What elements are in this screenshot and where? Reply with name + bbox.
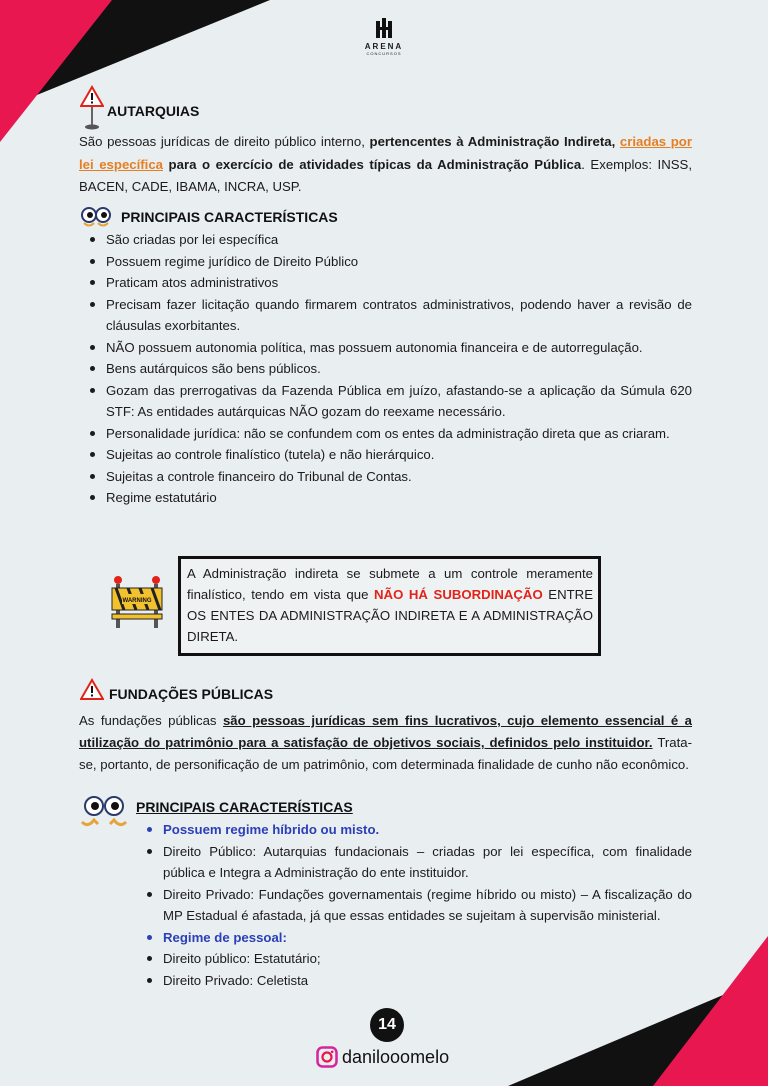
list-item: Direito Privado: Celetista bbox=[143, 970, 692, 992]
alert-sign-icon bbox=[80, 678, 104, 704]
list-item: Precisam fazer licitação quando firmarem contratos administrativos, podendo haver a revisão de cláusulas exorbitantes. bbox=[86, 294, 692, 337]
warning-box: A Administração indireta se submete a um controle meramente finalístico, tendo em vista que NÃO HÁ SUBORDINAÇÃO ENTRE OS ENTES DA ADMINISTRAÇÃO INDIRETA E A ADMINISTRAÇÃO DIRETA. bbox=[178, 556, 601, 656]
list-item: Possuem regime jurídico de Direito Público bbox=[86, 251, 692, 273]
list-item: Gozam das prerrogativas da Fazenda Pública em juízo, afastando-se a aplicação da Súmula 620 STF: As entidades autárquicas NÃO gozam do reexame necessário. bbox=[86, 380, 692, 423]
list-item: Regime de pessoal: bbox=[143, 927, 692, 949]
logo-sub: CONCURSOS bbox=[366, 51, 402, 56]
eyes-icon bbox=[80, 794, 128, 832]
list-item: Direito Público: Autarquias fundacionais – criadas por lei específica, com finalidade pública e Integra a Administração do ente instituidor. bbox=[143, 841, 692, 884]
section1-subtitle: PRINCIPAIS CARACTERÍSTICAS bbox=[121, 209, 338, 225]
list-item: Sujeitas a controle financeiro do Tribunal de Contas. bbox=[86, 466, 692, 488]
top-left-corner-decoration bbox=[0, 0, 270, 150]
section-title-autarquias: AUTARQUIAS bbox=[107, 103, 200, 119]
section-title-fundacoes: FUNDAÇÕES PÚBLICAS bbox=[109, 686, 274, 702]
list-item: NÃO possuem autonomia política, mas possuem autonomia financeira e de autorregulação. bbox=[86, 337, 692, 359]
arena-logo bbox=[352, 18, 416, 56]
instagram-icon bbox=[316, 1046, 338, 1068]
list-item: Direito público: Estatutário; bbox=[143, 948, 692, 970]
list-item: Sujeitas ao controle finalístico (tutela) e não hierárquico. bbox=[86, 444, 692, 466]
fundacoes-intro: As fundações públicas são pessoas jurídicas sem fins lucrativos, cujo elemento essencial é a utilização do patrimônio para a satisfação de objetivos sociais, definidos pelo instituidor. Trata-se, portanto, de personificação de um patrimônio, com determinada finalidade de cunho não econômico. bbox=[79, 713, 693, 772]
list-item: Praticam atos administrativos bbox=[86, 272, 692, 294]
instagram-handle[interactable] bbox=[316, 1046, 449, 1068]
alert-sign-icon bbox=[80, 85, 104, 131]
list-item: Personalidade jurídica: não se confundem com os entes da administração direta que as criaram. bbox=[86, 423, 692, 445]
fundacoes-characteristics-list bbox=[143, 819, 692, 991]
list-item: Regime estatutário bbox=[86, 487, 692, 509]
warning-barrier-icon bbox=[110, 574, 164, 630]
list-item: Possuem regime híbrido ou misto. bbox=[143, 819, 692, 841]
page-number: 14 bbox=[370, 1008, 404, 1042]
list-item: Bens autárquicos são bens públicos. bbox=[86, 358, 692, 380]
section2-subtitle: PRINCIPAIS CARACTERÍSTICAS bbox=[136, 799, 353, 815]
list-item: São criadas por lei específica bbox=[86, 229, 692, 251]
autarquias-characteristics-list bbox=[86, 229, 692, 509]
autarquias-intro: São pessoas jurídicas de direito público interno, pertencentes à Administração Indireta, criadas por lei específica para o exercício de atividades típicas da Administração Pública. Exemplos: INSS, BACEN, CADE, IBAMA, INCRA, USP. bbox=[79, 134, 692, 194]
warning-sign-text: WARNING bbox=[122, 598, 152, 604]
logo-brand: ARENA bbox=[364, 42, 404, 51]
eyes-icon bbox=[80, 206, 112, 228]
list-item: Direito Privado: Fundações governamentais (regime híbrido ou misto) – A fiscalização do MP Estadual é afastada, já que essas entidades se sujeitam à supervisão ministerial. bbox=[143, 884, 692, 927]
instagram-handle-text: danilooomelo bbox=[342, 1046, 450, 1067]
arena-logo-icon bbox=[375, 18, 393, 40]
